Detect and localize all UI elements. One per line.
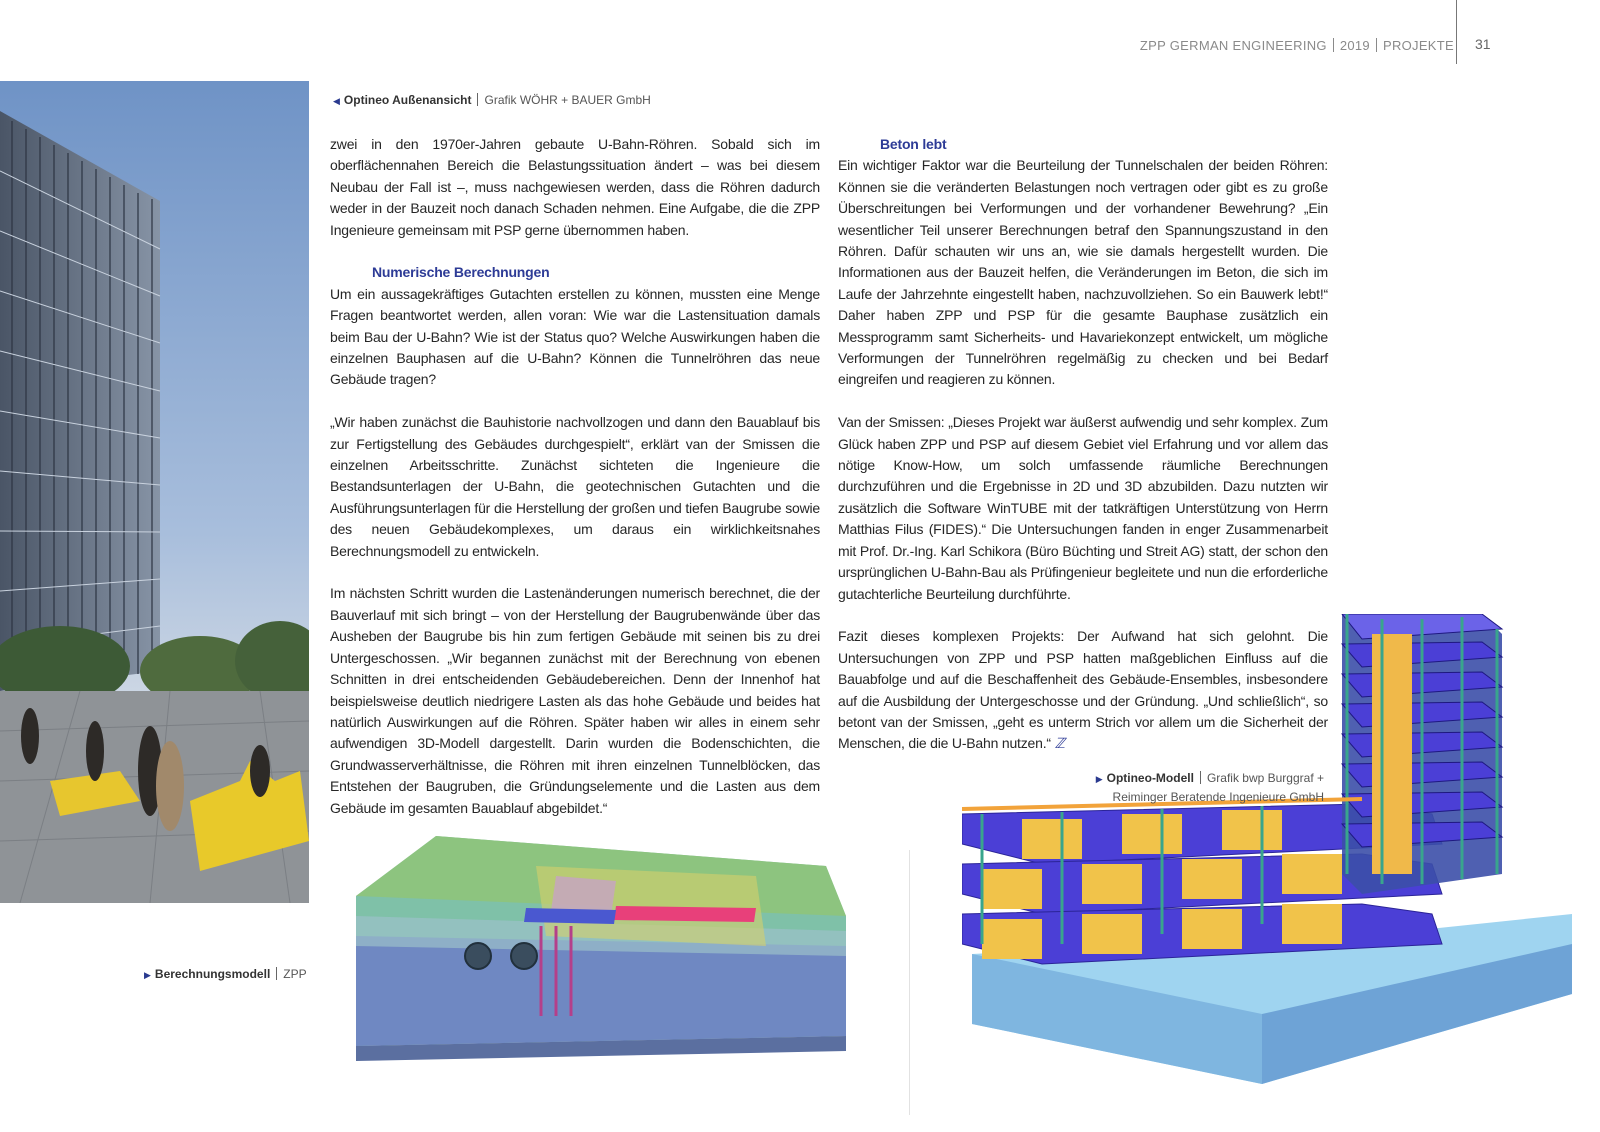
caption-optineo-model: [1088, 769, 1324, 806]
paragraph: Ein wichtiger Faktor war die Beurteilung der Tunnelschalen der beiden Röhren: Können sie die veränderten Belastungen noch vertragen oder gibt es zu große Überschreitungen bei Verformungen und der vorhandener Bewehrung? „Ein wesentlicher Teil unserer Berechnungen betraf den Spannungszustand in den Röhren. Dafür schauten wir uns an, wie sie damals hergestellt wurden. Die Informationen aus der Bauzeit helfen, die Veränderungen im Beton, die sich im Laufe der Jahrzehnte eingestellt haben, nachzuvollziehen. So ein Bauwerk lebt!“ Daher haben ZPP und PSP für die gesamte Bauphase zusätzlich ein Messprogramm samt Sicherheits- und Havariekonzept entwickelt, um mögliche Verformungen der Tunnelröhren regelmäßig zu checken und bei Bedarf eingreifen und reagieren zu können.: [838, 157, 1328, 388]
paragraph: „Wir haben zunächst die Bauhistorie nachvollzogen und dann den Bauablauf bis zur Fertigstellung des Gebäudes durchgespielt“, erklärt van der Smissen die einzelnen Arbeitsschritte. Zunächst sichteten die Ingenieure die Bestandsunterlagen der U-Bahn, die geotechnischen Gutachten und die Ausführungsunterlagen für die Herstellung der großen und tiefen Baugrube sowie des neuen Gebäudekomplexes, um daraus ein wirklichkeitsnahes Berechnungsmodell zu entwickeln.: [330, 414, 820, 559]
end-mark-icon: ℤ: [1054, 735, 1065, 752]
caption-divider: [477, 93, 478, 106]
running-header: [1140, 38, 1454, 53]
section-heading: Numerische Berechnungen: [372, 264, 550, 281]
triangle-right-icon: ▶: [144, 970, 151, 980]
caption-title: Optineo-Modell: [1106, 771, 1194, 785]
triangle-left-icon: ◀: [333, 96, 340, 106]
paragraph: Van der Smissen: „Dieses Projekt war äußerst aufwendig und sehr komplex. Zum Glück haben ZPP und PSP auf diesem Gebiet viel Erfahrung und vor allem das nötige Know-How, um solch umfassende räumliche Berechnungen durchzuführen und die Ergebnisse in 2D und 3D abzubilden. Dazu nutzten wir zusätzlich die Software WinTUBE mit der tatkräftigen Unterstützung von Herrn Matthias Filus (FIDES).“ Die Untersuchungen fanden in enger Zusammenarbeit mit Prof. Dr.-Ing. Karl Schikora (Büro Büchting und Streit AG) statt, der schon den ursprünglichen U-Bahn-Bau als Prüfingenieur begleitete und nun die erforderliche gutachterliche Beurteilung durchführte.: [838, 414, 1328, 602]
publication-name: ZPP GERMAN ENGINEERING: [1139, 38, 1327, 53]
caption-credit: Grafik WÖHR + BAUER GmbH: [484, 93, 651, 107]
column-divider: [909, 850, 910, 1115]
caption-title: Berechnungsmodell: [154, 967, 271, 981]
caption-divider: [1200, 771, 1201, 784]
left-text-column: [330, 134, 820, 840]
section-heading: Beton lebt: [880, 136, 947, 152]
paragraph: Um ein aussagekräftiges Gutachten erstellen zu können, mussten eine Menge Fragen beantwortet werden, allen voran: Wie war die Lastensituation damals beim Bau der U-Bahn? Wie ist der Status quo? Welche Auswirkungen haben die einzelnen Bauphasen auf die U-Bahn? Können die Tunnelröhren das neue Gebäude tragen?: [330, 285, 820, 388]
calc-model-graphic: [356, 836, 846, 1076]
section-name: PROJEKTE: [1382, 38, 1454, 53]
caption-line: [1088, 769, 1324, 788]
caption-credit: ZPP: [283, 967, 307, 981]
caption-credit: Grafik bwp Burggraf +: [1206, 771, 1324, 785]
header-divider: [1376, 38, 1377, 52]
optineo-model-graphic: [962, 614, 1582, 1094]
header-rule: [1456, 0, 1457, 64]
paragraph: zwei in den 1970er-Jahren gebaute U-Bahn-Röhren. Sobald sich im oberflächennahen Bereich die Belastungssituation ändert – was bei diesem Neubau der Fall ist –, muss nachgewiesen werden, dass die Röhren dadurch weder in der Bauzeit noch danach Schaden nehmen. Eine Aufgabe, die die ZPP Ingenieure gemeinsam mit PSP gerne übernommen haben.: [330, 136, 820, 238]
publication-year: 2019: [1339, 38, 1370, 53]
paragraph: Im nächsten Schritt wurden die Lastenänderungen numerisch berechnet, die der Bauverlauf mit sich bringt – von der Herstellung der Baugrubenwände über das Ausheben der Baugrube bis hin zum fertigen Gebäude mit seinen bis zu drei Untergeschossen. „Wir begannen zunächst mit der Berechnung von ebenen Schnitten in drei entscheidenden Gebäudebereichen. Denn der Innenhof hat beispielsweise deutlich niedrigere Lasten als das hohe Gebäude und beides hat natürlich Auswirkungen auf die Röhren. Später haben wir alles in einem sehr aufwendigen 3D-Modell dargestellt. Darin wurden die Bodenschichten, die Grundwasserverhältnisse, die Röhren mit ihren einzelnen Tunnelblöcken, das Entstehen der Baugruben, die Gründungselemente und die Lasten aus dem Gebäude im gesamten Bauablauf abgebildet.“: [330, 585, 820, 816]
caption-calc-model: [144, 965, 307, 984]
page-number: 31: [1475, 36, 1491, 52]
caption-title: Optineo Außenansicht: [343, 93, 472, 107]
triangle-right-icon: ▶: [1095, 774, 1103, 784]
paragraph-text: Fazit dieses komplexen Projekts: Der Aufwand hat sich gelohnt. Die Untersuchungen von ZPP und PSP hatten maßgeblichen Einfluss auf die Bauabfolge und auf die Beschaffenheit des Gebäude-Ensembles, insbesondere auf die Ausbildung der Untergeschosse und der Gründung. „Und schließlich“, so betont van der Smissen, „geht es unterm Strich vor allem um die Sicherheit der Menschen, die die U-Bahn nutzen.“: [838, 628, 1328, 752]
header-divider: [1333, 38, 1334, 52]
caption-exterior: [333, 91, 651, 110]
caption-divider: [276, 967, 277, 980]
exterior-photo: [0, 81, 309, 903]
caption-credit-line2: Reiminger Beratende Ingenieure GmbH: [1112, 790, 1324, 804]
